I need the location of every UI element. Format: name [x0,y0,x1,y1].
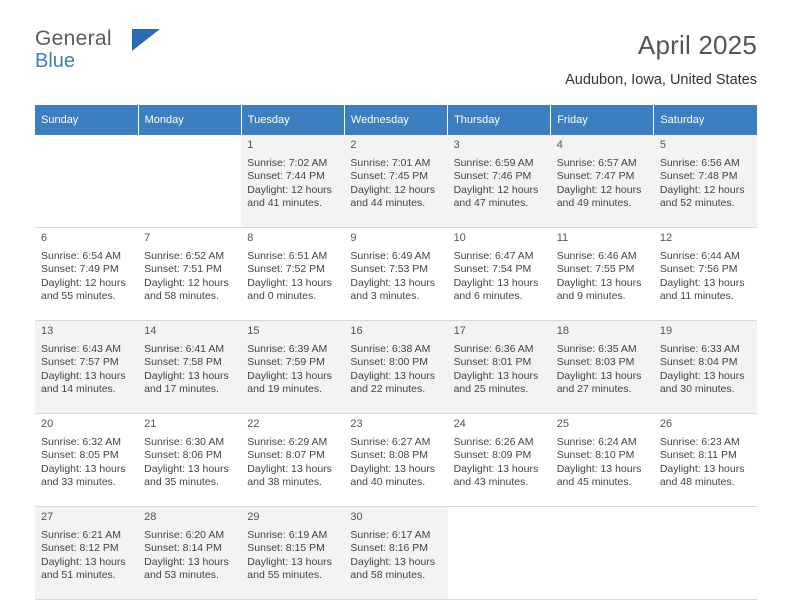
sunset-text: Sunset: 7:48 PM [659,170,738,182]
sunrise-text: Sunrise: 6:35 AM [556,342,637,355]
weekday-header-tuesday: Tuesday [241,105,344,135]
daylight-text-line2: and 0 minutes. [247,290,317,302]
daylight-text-line1: Daylight: 12 hours [247,183,332,196]
day-number: 23 [350,418,363,430]
daylight-text-line1: Daylight: 13 hours [659,462,745,475]
day-number: 26 [659,418,673,430]
calendar-day-cell[interactable] [344,507,447,600]
day-number: 7 [144,232,151,244]
daylight-text-line2: and 58 minutes. [144,290,219,302]
sunset-text: Sunset: 7:49 PM [41,263,119,275]
daylight-text-line2: and 33 minutes. [41,476,116,488]
sunset-text: Sunset: 8:06 PM [144,449,222,461]
day-info [454,250,545,304]
day-info [454,157,545,211]
sunset-text: Sunset: 7:44 PM [247,170,325,182]
day-info [557,250,648,304]
calendar-day-cell[interactable] [35,321,138,414]
daylight-text-line2: and 35 minutes. [144,476,219,488]
day-info [247,157,338,211]
calendar-day-cell[interactable] [448,228,551,321]
sunset-text: Sunset: 8:16 PM [350,542,429,554]
day-number: 17 [453,325,466,337]
day-info [350,343,441,397]
day-number: 13 [41,325,54,337]
daylight-text-line1: Daylight: 13 hours [556,276,642,289]
day-info [247,529,338,583]
sunrise-text: Sunrise: 6:17 AM [350,528,431,541]
calendar-day-cell[interactable] [448,414,551,507]
daylight-text-line2: and 3 minutes. [350,290,420,302]
daylight-text-line1: Daylight: 13 hours [350,369,436,382]
calendar-day-cell[interactable] [448,321,551,414]
daylight-text-line1: Daylight: 12 hours [350,183,436,196]
day-info [41,343,132,397]
day-info [557,157,648,211]
calendar-day-cell[interactable] [241,321,344,414]
flag-icon [132,29,160,51]
day-info [247,250,338,304]
daylight-text-line2: and 22 minutes. [350,383,426,395]
daylight-text-line1: Daylight: 13 hours [350,462,436,475]
daylight-text-line2: and 17 minutes. [144,383,219,395]
sunset-text: Sunset: 7:45 PM [350,170,429,182]
calendar-day-cell[interactable] [344,228,447,321]
day-number: 22 [247,418,260,430]
sunrise-text: Sunrise: 6:21 AM [41,528,121,541]
daylight-text-line2: and 53 minutes. [144,569,219,581]
daylight-text-line1: Daylight: 13 hours [453,276,539,289]
day-number: 20 [41,418,54,430]
day-number: 15 [247,325,260,337]
sunrise-text: Sunrise: 6:36 AM [453,342,534,355]
calendar-day-cell[interactable] [551,135,654,228]
day-number: 4 [556,139,563,151]
brand-name-general: General [35,27,112,50]
daylight-text-line2: and 58 minutes. [350,569,426,581]
daylight-text-line1: Daylight: 13 hours [247,555,332,568]
weekday-header-row [35,105,757,135]
weekday-header-thursday: Thursday [448,105,551,135]
sunrise-text: Sunrise: 6:57 AM [556,156,637,169]
weekday-header-friday: Friday [551,105,654,135]
sunrise-text: Sunrise: 7:01 AM [350,156,431,169]
page-header [35,0,757,86]
sunset-text: Sunset: 7:53 PM [350,263,429,275]
day-info [454,343,545,397]
day-number: 3 [453,139,460,151]
day-info [41,436,132,490]
location-subtitle: Audubon, Iowa, United States [565,72,757,88]
daylight-text-line1: Daylight: 12 hours [144,276,229,289]
sunset-text: Sunset: 7:58 PM [144,356,222,368]
day-info [144,343,235,397]
day-number: 12 [659,232,673,244]
daylight-text-line2: and 14 minutes. [41,383,116,395]
day-info [41,250,132,304]
sunset-text: Sunset: 8:05 PM [41,449,119,461]
sunrise-text: Sunrise: 6:51 AM [247,249,328,262]
day-info [660,436,751,490]
calendar-day-cell-empty [35,135,138,228]
daylight-text-line2: and 43 minutes. [453,476,529,488]
sunrise-text: Sunrise: 6:39 AM [247,342,328,355]
daylight-text-line2: and 44 minutes. [350,197,426,209]
sunset-text: Sunset: 8:12 PM [41,542,119,554]
daylight-text-line2: and 48 minutes. [659,476,735,488]
calendar-week-row [35,414,757,507]
daylight-text-line2: and 38 minutes. [247,476,322,488]
daylight-text-line1: Daylight: 13 hours [659,369,745,382]
page-title: April 2025 [637,30,757,60]
daylight-text-line2: and 41 minutes. [247,197,322,209]
day-number: 29 [247,511,260,523]
day-number: 11 [556,232,569,244]
calendar-week-row [35,507,757,600]
weekday-header-monday: Monday [138,105,241,135]
sunrise-text: Sunrise: 6:52 AM [144,249,225,262]
sunset-text: Sunset: 7:55 PM [556,263,635,275]
calendar-day-cell[interactable] [241,414,344,507]
calendar-day-cell[interactable] [551,414,654,507]
sunset-text: Sunset: 8:08 PM [350,449,429,461]
day-info [350,529,441,583]
daylight-text-line1: Daylight: 12 hours [659,183,745,196]
daylight-text-line1: Daylight: 13 hours [659,276,745,289]
sunset-text: Sunset: 7:51 PM [144,263,222,275]
sunrise-text: Sunrise: 6:54 AM [41,249,121,262]
brand-logo [35,28,255,82]
calendar-day-cell[interactable] [138,228,241,321]
daylight-text-line1: Daylight: 13 hours [144,555,229,568]
sunrise-text: Sunrise: 6:59 AM [453,156,534,169]
sunset-text: Sunset: 8:10 PM [556,449,635,461]
calendar-day-cell-empty [448,507,551,600]
weekday-header-sunday: Sunday [35,105,138,135]
sunrise-text: Sunrise: 6:24 AM [556,435,637,448]
calendar-day-cell[interactable] [654,414,757,507]
daylight-text-line2: and 52 minutes. [659,197,735,209]
sunrise-text: Sunrise: 6:38 AM [350,342,431,355]
daylight-text-line1: Daylight: 13 hours [247,462,332,475]
daylight-text-line1: Daylight: 13 hours [453,369,539,382]
weekday-header-wednesday: Wednesday [344,105,447,135]
day-info [144,436,235,490]
sunset-text: Sunset: 7:57 PM [41,356,119,368]
sunrise-text: Sunrise: 7:02 AM [247,156,328,169]
calendar-day-cell[interactable] [551,228,654,321]
day-info [144,250,235,304]
calendar-day-cell[interactable] [138,321,241,414]
calendar-week-row [35,228,757,321]
day-info [660,343,751,397]
sunset-text: Sunset: 7:47 PM [556,170,635,182]
daylight-text-line1: Daylight: 12 hours [556,183,642,196]
daylight-text-line1: Daylight: 13 hours [453,462,539,475]
day-info [557,343,648,397]
sunrise-text: Sunrise: 6:56 AM [659,156,740,169]
calendar-week-row [35,135,757,228]
day-number: 25 [556,418,569,430]
day-number: 24 [453,418,466,430]
calendar-day-cell-empty [654,507,757,600]
day-number: 16 [350,325,363,337]
day-info [660,157,751,211]
day-number: 30 [350,511,363,523]
calendar-day-cell-empty [551,507,654,600]
calendar-day-cell[interactable] [654,321,757,414]
daylight-text-line2: and 11 minutes. [659,290,734,302]
day-number: 21 [144,418,157,430]
daylight-text-line1: Daylight: 12 hours [453,183,539,196]
calendar-day-cell[interactable] [448,135,551,228]
daylight-text-line1: Daylight: 13 hours [144,462,229,475]
day-number: 1 [247,139,254,151]
calendar-day-cell[interactable] [241,228,344,321]
day-info [660,250,751,304]
sunrise-text: Sunrise: 6:26 AM [453,435,534,448]
daylight-text-line2: and 19 minutes. [247,383,322,395]
calendar-day-cell[interactable] [35,507,138,600]
daylight-text-line2: and 30 minutes. [659,383,735,395]
sunset-text: Sunset: 8:04 PM [659,356,738,368]
daylight-text-line2: and 45 minutes. [556,476,632,488]
sunrise-text: Sunrise: 6:32 AM [41,435,121,448]
sunset-text: Sunset: 7:59 PM [247,356,325,368]
day-number: 28 [144,511,157,523]
sunrise-text: Sunrise: 6:23 AM [659,435,740,448]
sunset-text: Sunset: 7:56 PM [659,263,738,275]
day-number: 8 [247,232,254,244]
sunrise-text: Sunrise: 6:27 AM [350,435,431,448]
calendar-day-cell[interactable] [35,228,138,321]
day-number: 10 [453,232,466,244]
daylight-text-line1: Daylight: 13 hours [350,276,436,289]
day-number: 2 [350,139,357,151]
calendar-day-cell[interactable] [654,228,757,321]
calendar-day-cell[interactable] [138,507,241,600]
calendar-day-cell-empty [138,135,241,228]
sunset-text: Sunset: 8:14 PM [144,542,222,554]
daylight-text-line2: and 51 minutes. [41,569,116,581]
day-number: 6 [41,232,48,244]
sunset-text: Sunset: 7:54 PM [453,263,532,275]
sunrise-text: Sunrise: 6:44 AM [659,249,740,262]
calendar-day-cell[interactable] [344,321,447,414]
sunset-text: Sunset: 8:03 PM [556,356,635,368]
sunset-text: Sunset: 8:07 PM [247,449,325,461]
day-number: 19 [659,325,673,337]
calendar-day-cell[interactable] [241,135,344,228]
day-info [350,436,441,490]
sunrise-text: Sunrise: 6:47 AM [453,249,534,262]
sunset-text: Sunset: 8:09 PM [453,449,532,461]
daylight-text-line2: and 25 minutes. [453,383,529,395]
calendar-day-cell[interactable] [241,507,344,600]
sunrise-text: Sunrise: 6:46 AM [556,249,637,262]
daylight-text-line1: Daylight: 13 hours [144,369,229,382]
daylight-text-line1: Daylight: 13 hours [556,369,642,382]
sunset-text: Sunset: 7:52 PM [247,263,325,275]
daylight-text-line2: and 27 minutes. [556,383,632,395]
daylight-text-line1: Daylight: 13 hours [41,462,126,475]
daylight-text-line2: and 9 minutes. [556,290,626,302]
daylight-text-line1: Daylight: 13 hours [247,369,332,382]
sunrise-text: Sunrise: 6:29 AM [247,435,328,448]
sunset-text: Sunset: 8:11 PM [659,449,737,461]
calendar-day-cell[interactable] [35,414,138,507]
daylight-text-line2: and 47 minutes. [453,197,529,209]
daylight-text-line1: Daylight: 13 hours [41,369,126,382]
sunset-text: Sunset: 8:00 PM [350,356,429,368]
sunset-text: Sunset: 7:46 PM [453,170,532,182]
daylight-text-line2: and 55 minutes. [41,290,116,302]
day-info [247,436,338,490]
sunrise-text: Sunrise: 6:19 AM [247,528,328,541]
sunset-text: Sunset: 8:15 PM [247,542,325,554]
daylight-text-line1: Daylight: 12 hours [41,276,126,289]
calendar-day-cell[interactable] [551,321,654,414]
day-number: 14 [144,325,157,337]
day-info [41,529,132,583]
sunrise-text: Sunrise: 6:33 AM [659,342,740,355]
brand-name-blue: Blue [35,50,76,72]
sunrise-text: Sunrise: 6:43 AM [41,342,121,355]
day-info [557,436,648,490]
day-number: 27 [41,511,54,523]
sunrise-text: Sunrise: 6:41 AM [144,342,225,355]
daylight-text-line1: Daylight: 13 hours [556,462,642,475]
weekday-header-saturday: Saturday [654,105,757,135]
day-info [350,157,441,211]
daylight-text-line2: and 49 minutes. [556,197,632,209]
day-number: 5 [659,139,666,151]
sunset-text: Sunset: 8:01 PM [453,356,532,368]
calendar-day-cell[interactable] [344,414,447,507]
calendar-day-cell[interactable] [344,135,447,228]
day-info [454,436,545,490]
sunrise-text: Sunrise: 6:20 AM [144,528,225,541]
day-info [350,250,441,304]
sunrise-text: Sunrise: 6:30 AM [144,435,225,448]
daylight-text-line2: and 6 minutes. [453,290,523,302]
daylight-text-line1: Daylight: 13 hours [41,555,126,568]
daylight-text-line2: and 40 minutes. [350,476,426,488]
calendar-day-cell[interactable] [654,135,757,228]
calendar-week-row [35,321,757,414]
sun-times-calendar [35,105,757,600]
day-number: 9 [350,232,357,244]
daylight-text-line1: Daylight: 13 hours [350,555,436,568]
daylight-text-line2: and 55 minutes. [247,569,322,581]
daylight-text-line1: Daylight: 13 hours [247,276,332,289]
sunrise-text: Sunrise: 6:49 AM [350,249,431,262]
day-number: 18 [556,325,569,337]
day-info [247,343,338,397]
calendar-day-cell[interactable] [138,414,241,507]
day-info [144,529,235,583]
